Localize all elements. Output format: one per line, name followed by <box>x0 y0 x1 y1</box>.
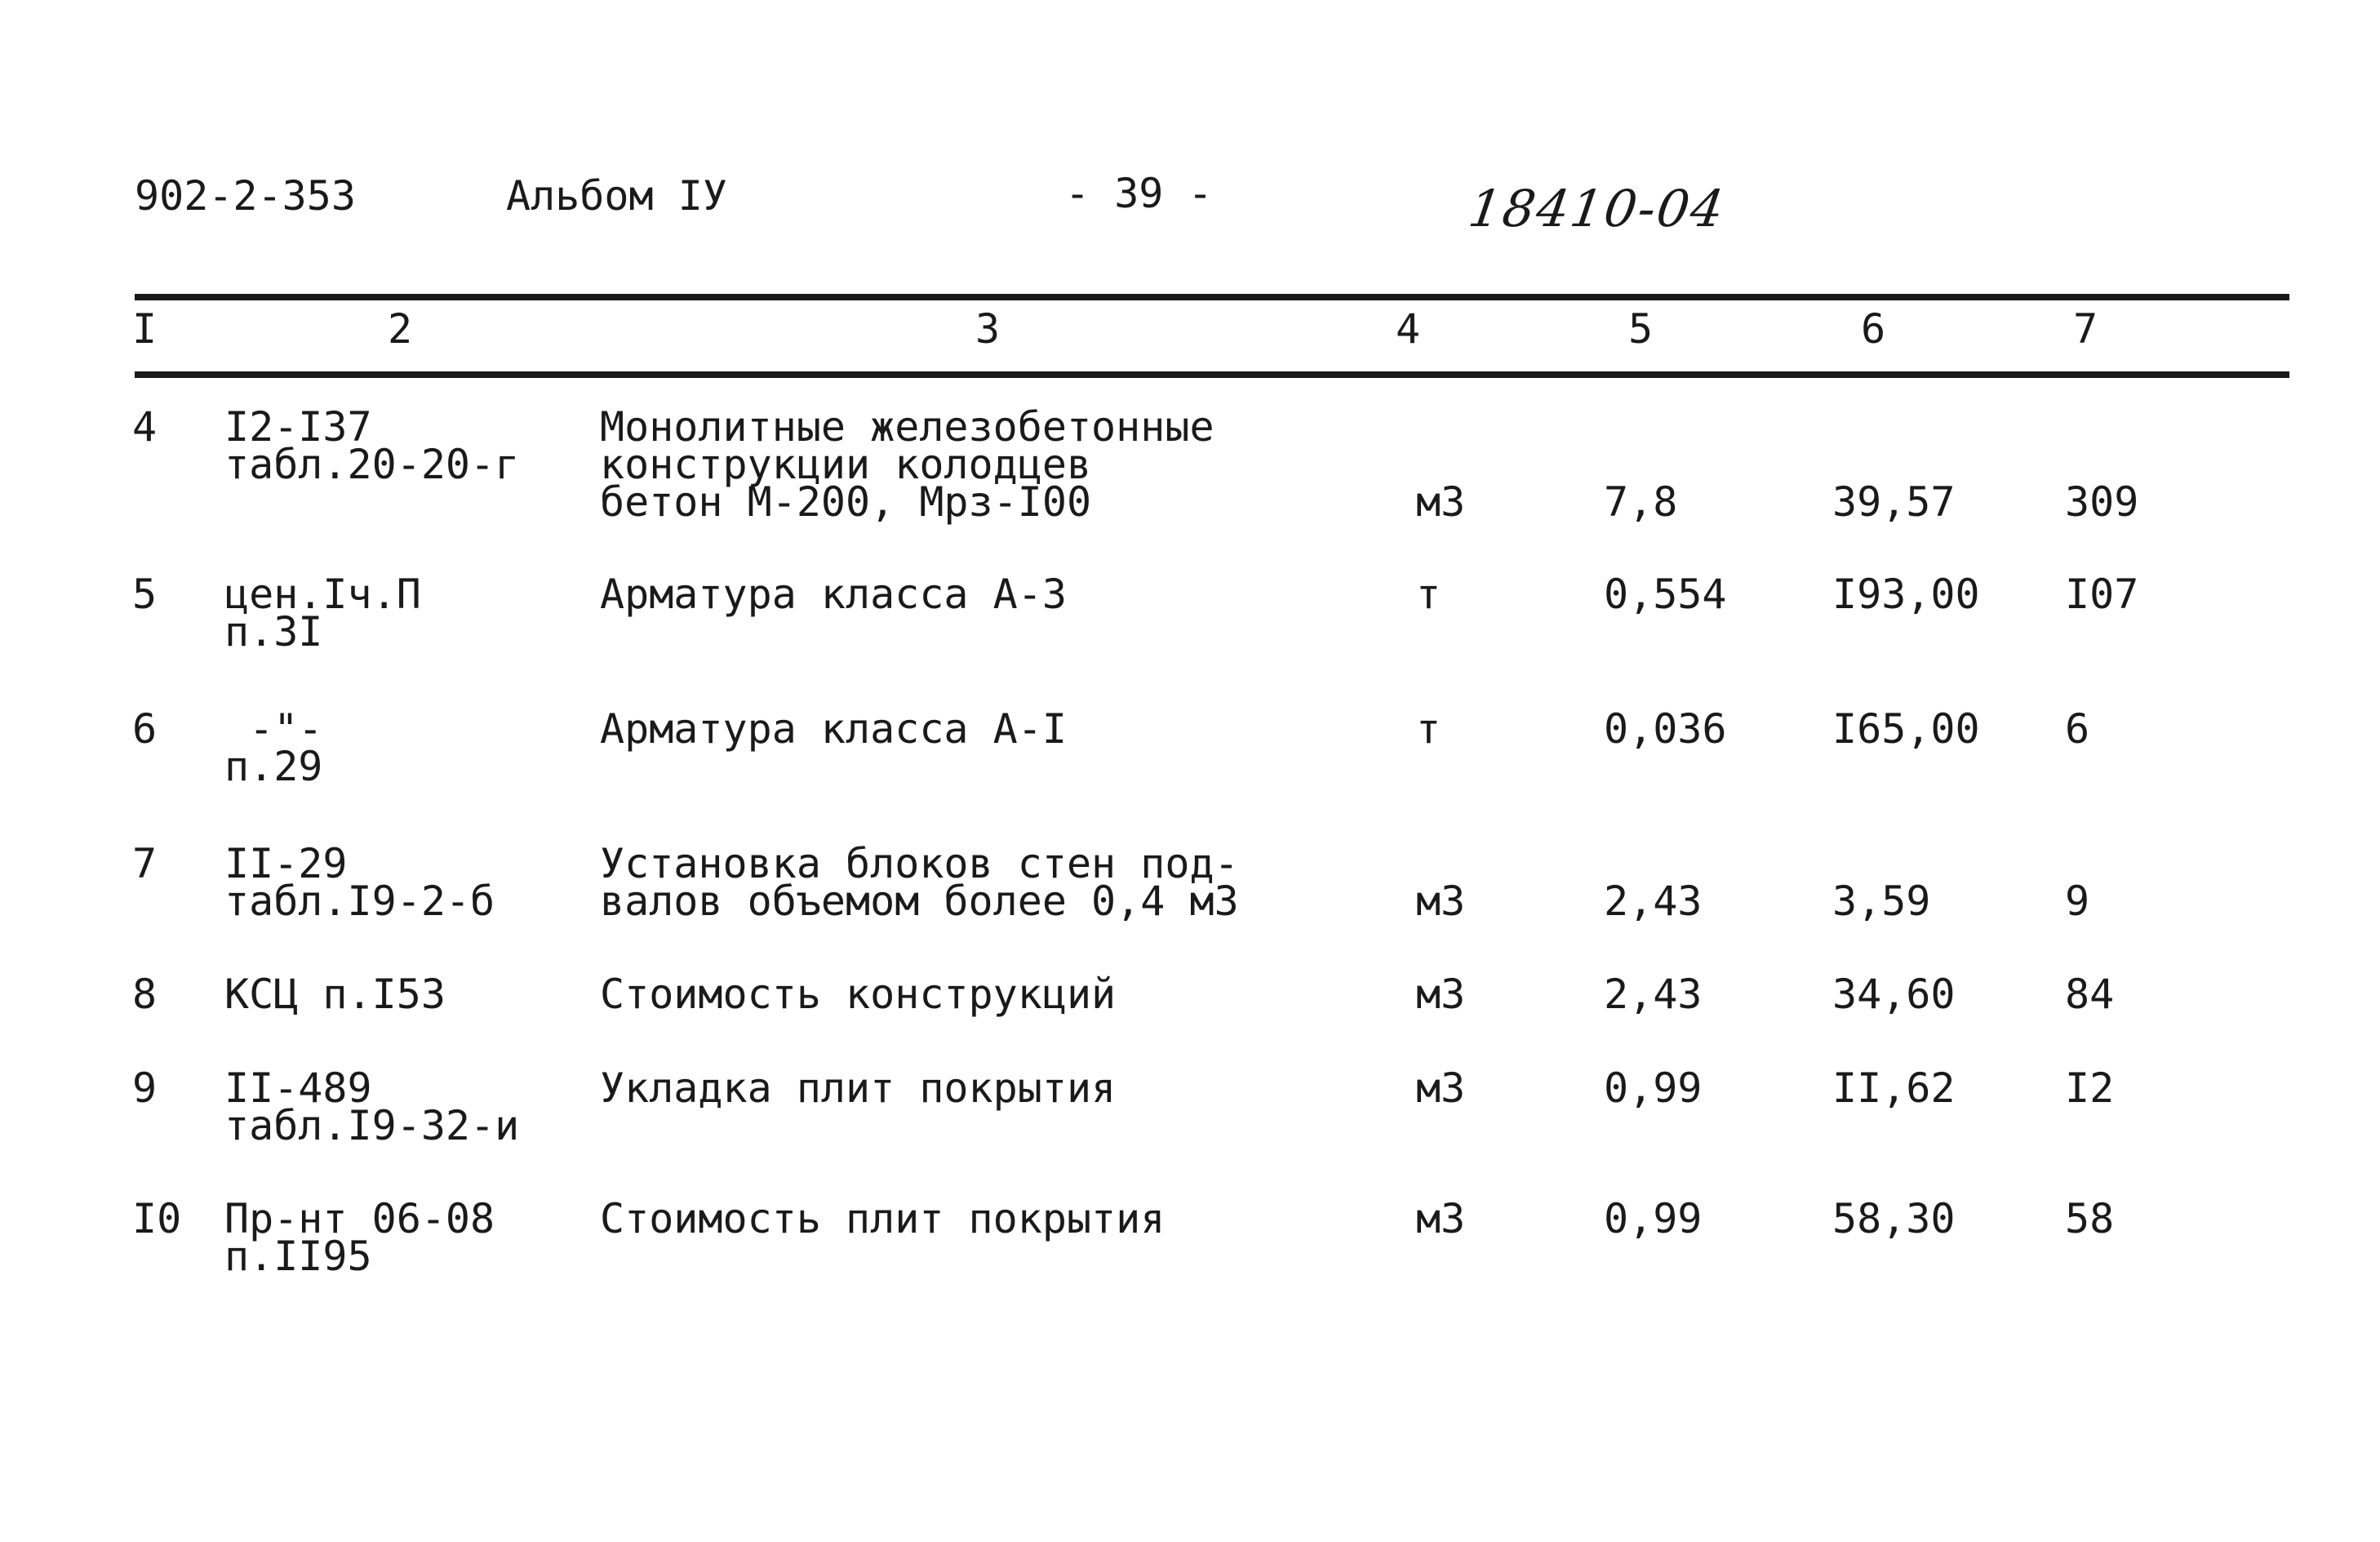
unit-price-cell: 39,57 <box>1832 478 1956 526</box>
row-number: 4 <box>132 403 158 451</box>
quantity-cell: 7,8 <box>1604 478 1678 526</box>
quantity-cell: 0,554 <box>1604 571 1727 618</box>
total-cell: 9 <box>2065 878 2090 925</box>
total-cell: I2 <box>2065 1064 2115 1112</box>
quantity-cell: 0,036 <box>1604 705 1727 753</box>
unit-cell: т <box>1416 705 1441 753</box>
unit-cell: м3 <box>1416 1064 1466 1112</box>
row-number: 6 <box>132 705 158 753</box>
column-number-4: 4 <box>1396 305 1421 353</box>
description-cell: Установка блоков стен под- валов объемом более 0,4 м3 <box>600 840 1239 925</box>
page-number: - 39 - <box>1065 170 1213 217</box>
unit-price-cell: I65,00 <box>1832 705 1980 753</box>
unit-cell: м3 <box>1416 478 1466 526</box>
total-cell: 6 <box>2065 705 2090 753</box>
unit-cell: т <box>1416 571 1441 618</box>
unit-price-cell: 58,30 <box>1832 1195 1956 1242</box>
quantity-cell: 2,43 <box>1604 971 1703 1018</box>
reference-cell: -"- п.29 <box>224 705 323 790</box>
album-label: Альбом IУ <box>506 172 727 220</box>
unit-price-cell: 3,59 <box>1832 878 1931 925</box>
description-cell: Укладка плит покрытия <box>600 1064 1117 1112</box>
total-cell: 58 <box>2065 1195 2115 1242</box>
unit-cell: м3 <box>1416 971 1466 1018</box>
row-number: 7 <box>132 840 158 887</box>
reference-cell: Пр-нт 06-08 п.II95 <box>224 1195 495 1280</box>
total-cell: I07 <box>2065 571 2139 618</box>
column-number-6: 6 <box>1861 305 1886 353</box>
unit-price-cell: I93,00 <box>1832 571 1980 618</box>
unit-price-cell: II,62 <box>1832 1064 1956 1112</box>
document-code: 902-2-353 <box>135 172 356 220</box>
total-cell: 84 <box>2065 971 2115 1018</box>
row-number: I0 <box>132 1195 182 1242</box>
column-number-7: 7 <box>2073 305 2098 353</box>
total-cell: 309 <box>2065 478 2139 526</box>
quantity-cell: 0,99 <box>1604 1195 1703 1242</box>
unit-cell: м3 <box>1416 878 1466 925</box>
unit-price-cell: 34,60 <box>1832 971 1956 1018</box>
description-cell: Монолитные железобетонные конструкции колодцев бетон М-200, Мрз-I00 <box>600 403 1214 526</box>
row-number: 9 <box>132 1064 158 1112</box>
column-number-2: 2 <box>388 305 413 353</box>
column-number-3: 3 <box>975 305 1001 353</box>
description-cell: Стоимость конструкций <box>600 971 1117 1018</box>
reference-cell: II-489 табл.I9-32-и <box>224 1064 520 1149</box>
table-header-rule <box>135 371 2289 378</box>
quantity-cell: 0,99 <box>1604 1064 1703 1112</box>
column-number-5: 5 <box>1628 305 1654 353</box>
description-cell: Арматура класса А-I <box>600 705 1067 753</box>
row-number: 5 <box>132 571 158 618</box>
quantity-cell: 2,43 <box>1604 878 1703 925</box>
table-top-rule <box>135 294 2289 300</box>
column-number-1: I <box>132 305 158 353</box>
reference-cell: КСЦ п.I53 <box>224 971 446 1018</box>
reference-cell: цен.Iч.П п.3I <box>224 571 421 655</box>
row-number: 8 <box>132 971 158 1018</box>
description-cell: Стоимость плит покрытия <box>600 1195 1166 1242</box>
reference-cell: I2-I37 табл.20-20-г <box>224 403 520 488</box>
description-cell: Арматура класса А-3 <box>600 571 1067 618</box>
unit-cell: м3 <box>1416 1195 1466 1242</box>
handwritten-number: 18410-04 <box>1464 179 1729 238</box>
reference-cell: II-29 табл.I9-2-б <box>224 840 495 925</box>
